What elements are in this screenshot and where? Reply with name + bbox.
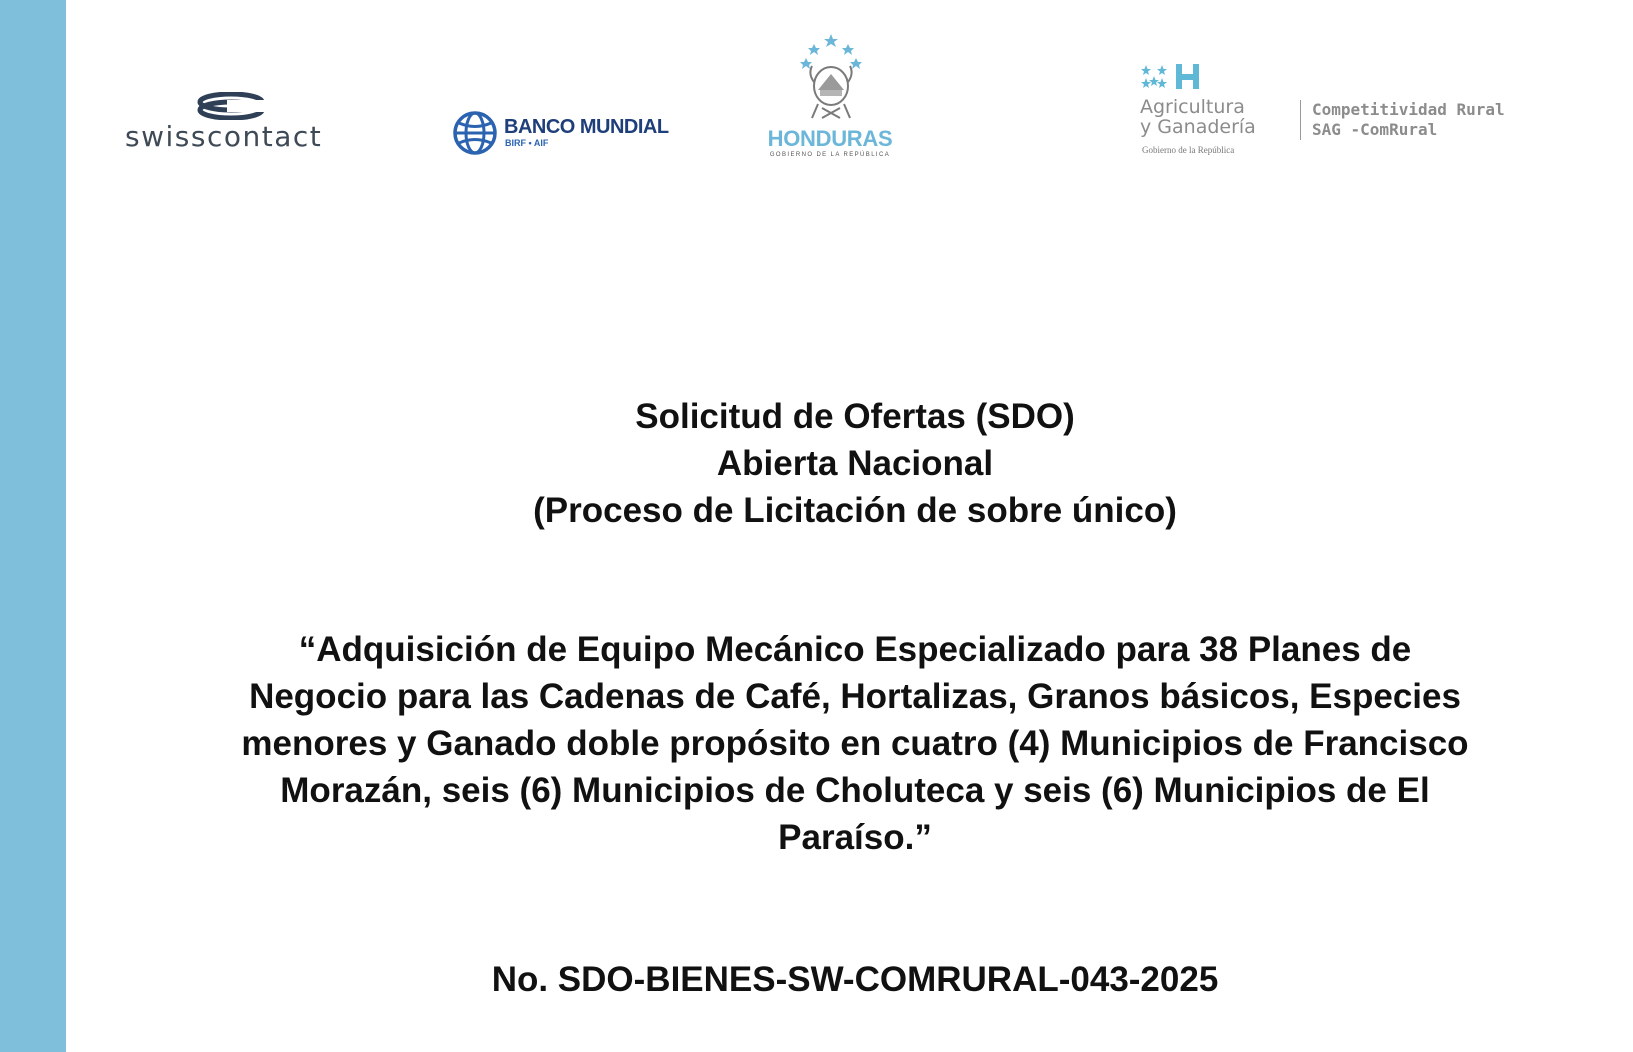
banco-mundial-name: BANCO MUNDIAL xyxy=(504,116,669,138)
document-heading xyxy=(170,393,1540,534)
sag-comrural-logo xyxy=(1140,62,1570,162)
left-accent-bar xyxy=(0,0,66,1052)
swisscontact-wordmark: swisscontact xyxy=(125,120,323,153)
honduras-sub: GOBIERNO DE LA REPÚBLICA xyxy=(769,152,891,158)
document-number: No. SDO-BIENES-SW-COMRURAL-043-2025 xyxy=(491,960,1219,999)
banco-mundial-logo xyxy=(452,108,682,160)
honduras-coat-of-arms-icon xyxy=(798,34,864,124)
heading-line-2: Abierta Nacional xyxy=(716,444,994,483)
sag-name-line1: Agricultura xyxy=(1140,96,1245,118)
sag-gobierno-text: Gobierno de la República xyxy=(1142,145,1235,155)
swisscontact-swirl-icon xyxy=(197,92,265,120)
honduras-logo xyxy=(755,34,905,164)
procurement-title: “Adquisición de Equipo Mecánico Especializado para 38 Planes de Negocio para las Cadenas de Café, Hortalizas, Granos básicos, Especies menores y Ganado doble propósito en cuatro (4) Municipios de Francisco Morazán, seis (6) Municipios de Choluteca y seis (6) Municipios de El Paraíso.” xyxy=(241,630,1469,857)
sag-name-line2: y Ganadería xyxy=(1140,116,1256,138)
banco-mundial-sub: BIRF • AIF xyxy=(505,138,549,148)
heading-line-3: (Proceso de Licitación de sobre único) xyxy=(533,491,1177,530)
globe-icon xyxy=(452,110,498,156)
honduras-name: HONDURAS xyxy=(767,126,893,151)
sag-stars-h-icon xyxy=(1140,62,1204,92)
comrural-line2: SAG -ComRural xyxy=(1312,120,1438,139)
heading-line-1: Solicitud de Ofertas (SDO) xyxy=(635,397,1075,436)
swisscontact-logo xyxy=(125,92,350,154)
comrural-line1: Competitividad Rural xyxy=(1312,100,1505,119)
sag-divider xyxy=(1300,100,1301,140)
